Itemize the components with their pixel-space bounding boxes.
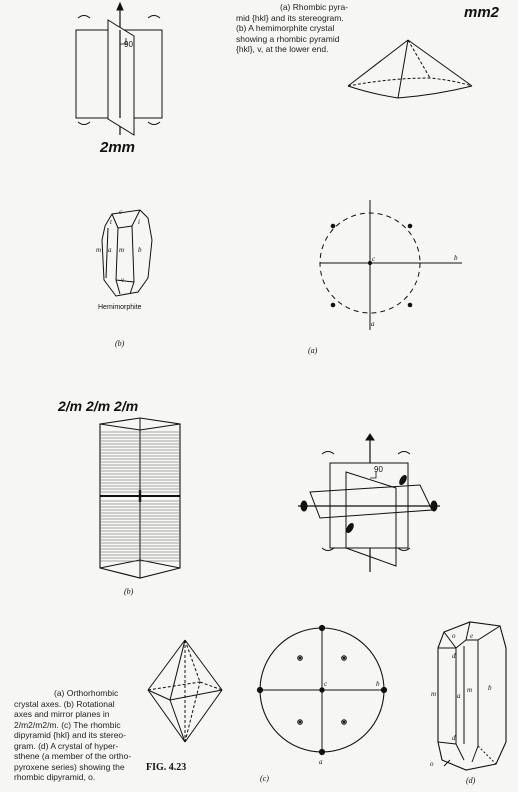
caption-line: gram. (d) A crystal of hyper-	[14, 740, 119, 751]
caption-line: mid {hkl} and its stereogram.	[236, 12, 344, 23]
figure-number: FIG. 4.23	[146, 762, 187, 773]
caption-line: dipyramid {hkl} and its stereo-	[14, 730, 126, 740]
point-group-2mm-label: 2mm	[100, 139, 136, 156]
face-letter-m: m	[96, 246, 102, 254]
caption-line: rhombic dipyramid, o.	[14, 772, 96, 782]
twofold-axis-icon	[366, 434, 374, 440]
face-letter-a: a	[108, 246, 112, 254]
caption-line: sthene (a member of the ortho-	[14, 751, 132, 761]
caption-line: (a) Rhombic pyra-	[280, 2, 349, 12]
rhombic-pyramid	[348, 40, 472, 98]
caption-top	[236, 2, 366, 55]
axis-letter-c: c	[372, 255, 376, 263]
angle-90-label: 90	[374, 465, 383, 474]
face-letter-v: v	[121, 276, 125, 284]
angle-90-label: 90	[124, 40, 133, 49]
caption-bottom	[14, 688, 144, 783]
stereogram-dipyramid	[257, 625, 386, 754]
panel-letter-b: (b)	[115, 339, 125, 348]
hemimorphite-label: Hemimorphite	[98, 304, 142, 311]
caption-line: crystal axes. (b) Rotational	[14, 698, 115, 709]
point-group-mm2-label: mm2	[464, 4, 500, 21]
rhombic-dipyramid	[148, 640, 222, 742]
axis-letter-c: c	[324, 680, 328, 688]
caption-line: {hkl}, v, at the lower end.	[236, 44, 329, 54]
caption-line: (b) A hemimorphite crystal	[236, 23, 335, 33]
stereogram-pyramid	[320, 200, 462, 330]
face-letter-c: c	[119, 208, 123, 216]
face-letter-o: o	[430, 760, 434, 768]
mmm-symmetry-elements	[298, 434, 440, 572]
striped-crystal	[100, 418, 180, 578]
panel-letter-a: (a)	[308, 346, 318, 355]
caption-line: axes and mirror planes in	[14, 709, 110, 719]
face-letter-m: m	[467, 686, 473, 694]
face-letter-a: a	[457, 692, 461, 700]
caption-line: 2/m2/m2/m. (c) The rhombic	[14, 719, 121, 730]
caption-line: pyroxene series) showing the	[14, 761, 125, 772]
panel-letter-b: (b)	[124, 587, 134, 596]
mm2-symmetry-elements	[76, 3, 162, 135]
face-letter-b: b	[138, 246, 142, 254]
panel-letter-c: (c)	[260, 774, 269, 783]
face-letter-d: d	[452, 734, 456, 742]
axis-letter-a: a	[371, 320, 375, 328]
hypersthene-crystal	[438, 622, 506, 770]
axis-letter-b: b	[454, 254, 458, 262]
caption-line: (a) Orthorhombic	[54, 688, 119, 698]
face-letter-e: e	[470, 632, 474, 640]
face-letter-m: m	[119, 246, 125, 254]
face-letter-b: b	[488, 684, 492, 692]
axis-letter-b: b	[376, 680, 380, 688]
face-letter-d: d	[452, 652, 456, 660]
face-letter-i: i	[138, 218, 140, 226]
face-letter-m: m	[431, 690, 437, 698]
face-letter-o: o	[452, 632, 456, 640]
point-group-2m2m2m-label: 2/m 2/m 2/m	[58, 398, 139, 414]
caption-line: showing a rhombic pyramid	[236, 33, 340, 44]
face-letter-t: t	[110, 218, 112, 226]
twofold-axis-icon	[117, 3, 123, 10]
panel-letter-d: (d)	[466, 776, 476, 785]
axis-letter-a: a	[319, 758, 323, 766]
